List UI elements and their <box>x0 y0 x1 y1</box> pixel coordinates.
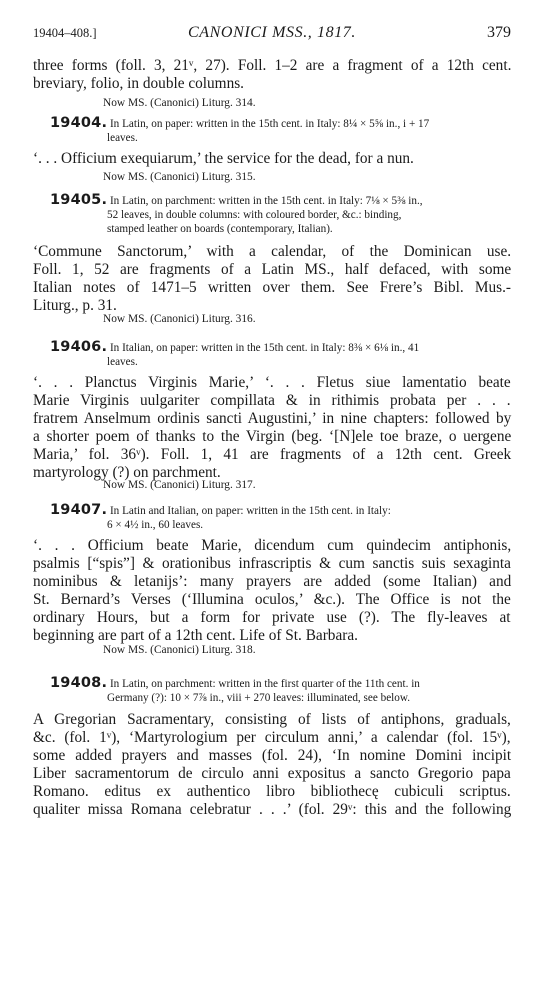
paragraph-19408 <box>33 711 511 819</box>
paragraph-19407 <box>33 537 511 645</box>
entry-description: 52 leaves, in double columns: with coloured border, &c.: binding, <box>107 209 402 221</box>
entry-number: 19406. <box>50 339 108 355</box>
text-line: Maria,’ fol. 36ᵛ). Foll. 1, 41 are fragments of a 12th cent. Greek <box>33 446 512 463</box>
text-line: St. Bernard’s Verses (‘Illumina oculos,’ &c.). The Office is not the <box>33 591 511 608</box>
text-line: nominibus & letanijs’: many prayers are added (some Italian) and <box>33 573 512 590</box>
header-entry-range: 19404–408.] <box>33 26 97 40</box>
shelfmark-317: Now MS. (Canonici) Liturg. 317. <box>103 479 256 491</box>
entry-description: In Italian, on paper: written in the 15th cent. in Italy: 8⅜ × 6⅛ in., 41 <box>109 342 420 354</box>
text-line: ‘. . . Officium exequiarum,’ the service for the dead, for a nun. <box>33 150 414 167</box>
text-line: beginning are part of a 12th cent. Life of St. Barbara. <box>33 627 358 644</box>
text-line: three forms (foll. 3, 21ᵛ, 27). Foll. 1–2 are a fragment of a 12th cent. <box>33 57 512 74</box>
page-number: 379 <box>487 24 511 41</box>
entry-19407-heading <box>50 503 514 532</box>
text-line: some added prayers and masses (fol. 24), ‘In nomine Domini incipit <box>33 747 512 764</box>
text-line: ‘Commune Sanctorum,’ with a calendar, of the Dominican use. <box>33 243 512 260</box>
text-line: ‘. . . Planctus Virginis Marie,’ ‘. . . Fletus siue lamentatio beate <box>33 374 511 391</box>
text-line: Romano. editus ex authentico libro bibliothecę cubiculi scriptus. <box>33 783 511 800</box>
text-line: ‘. . . Officium beate Marie, dicendum cum quindecim antiphonis, <box>33 537 512 554</box>
shelfmark-315: Now MS. (Canonici) Liturg. 315. <box>103 171 256 183</box>
entry-description: Germany (?): 10 × 7⅞ in., viii + 270 leaves: illuminated, see below. <box>107 692 411 704</box>
shelfmark-316: Now MS. (Canonici) Liturg. 316. <box>103 313 256 325</box>
entry-19406-heading <box>50 340 514 369</box>
entry-number: 19405. <box>50 192 108 208</box>
entry-number: 19408. <box>50 675 108 691</box>
paragraph-19405 <box>33 243 511 315</box>
text-line: &c. (fol. 1ᵛ), ‘Martyrologium per circulum anni,’ a calendar (fol. 15ᵛ), <box>33 729 511 746</box>
text-line: martyrology (?) on parchment. <box>33 464 221 481</box>
entry-description: In Latin and Italian, on paper: written in the 15th cent. in Italy: <box>109 505 391 517</box>
entry-number: 19404. <box>50 115 108 131</box>
entry-description: stamped leather on boards (contemporary, Italian). <box>107 223 333 235</box>
text-line: Liber sacramentorum de circulo anni expositus a sancto Gregorio papa <box>33 765 511 782</box>
entry-19404-heading <box>50 116 514 145</box>
running-header <box>33 24 511 48</box>
text-line: psalmis [“spis”] & orationibus infrascriptis & cum sanctis suis sexaginta <box>33 555 511 572</box>
entry-description: leaves. <box>107 356 138 368</box>
entry-description: In Latin, on parchment: written in the 15th cent. in Italy: 7⅛ × 5⅜ in., <box>109 195 423 207</box>
entry-description: 6 × 4½ in., 60 leaves. <box>107 519 204 531</box>
header-title: CANONICI MSS., 1817. <box>188 24 356 41</box>
shelfmark-314: Now MS. (Canonici) Liturg. 314. <box>103 97 256 109</box>
entry-19405-heading <box>50 193 514 236</box>
text-line: Liturg., p. 31. <box>33 297 117 314</box>
text-line: a shorter poem of thanks to the Virgin (beg. ‘[N]ele toe braze, o uergene <box>33 428 512 445</box>
entry-19408-heading <box>50 676 514 705</box>
entry-description: leaves. <box>107 132 138 144</box>
text-line: Marie Virginis uulgariter compillata & in rithimis probata per . . . <box>33 392 511 409</box>
paragraph-19404 <box>33 150 511 168</box>
text-line: ordinary Hours, but a form for private use (?). The fly-leaves at <box>33 609 511 626</box>
paragraph-19406 <box>33 374 511 482</box>
entry-number: 19407. <box>50 502 108 518</box>
text-line: breviary, folio, in double columns. <box>33 75 244 92</box>
text-line: fratrem Anselmum ordinis sancti Augustini,’ in nine chapters: followed by <box>33 410 512 427</box>
entry-description: In Latin, on paper: written in the 15th cent. in Italy: 8¼ × 5⅝ in., i + 17 <box>109 118 430 130</box>
text-line: Foll. 1, 52 are fragments of a Latin MS., half defaced, with some <box>33 261 512 278</box>
text-line: Italian notes of 1471–5 written over them. See Frere’s Bibl. Mus.- <box>33 279 512 296</box>
entry-description: In Latin, on parchment: written in the first quarter of the 11th cent. in <box>109 678 420 690</box>
paragraph-19403-end <box>33 57 511 93</box>
text-line: A Gregorian Sacramentary, consisting of lists of antiphons, graduals, <box>33 711 511 728</box>
text-line: qualiter missa Romana celebratur . . .’ (fol. 29ᵛ: this and the following <box>33 801 512 818</box>
shelfmark-318: Now MS. (Canonici) Liturg. 318. <box>103 644 256 656</box>
